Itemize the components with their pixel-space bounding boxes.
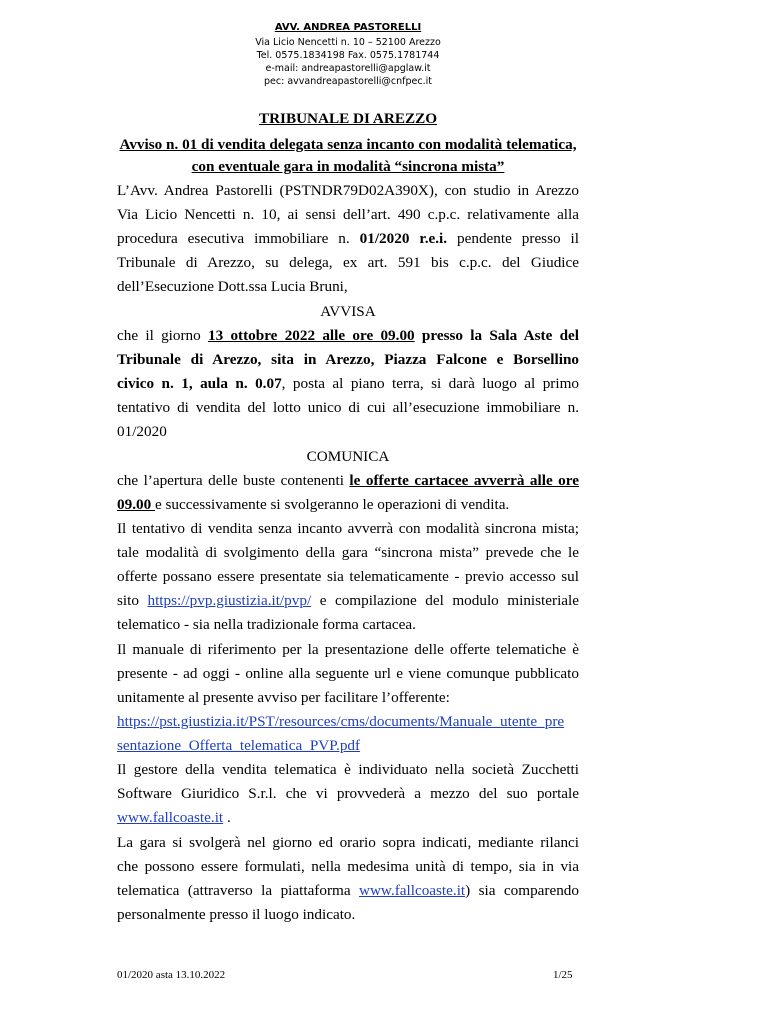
opening-time: le offerte cartacee avverrà alle ore	[349, 472, 579, 489]
letterhead-pec: pec: avvandreapastorelli@cnfpec.it	[264, 76, 432, 87]
intro-line: Tribunale di Arezzo, su delega, ex art. 591 bis c.p.c. del Giudice	[117, 254, 579, 271]
manual-link[interactable]: https://pst.giustizia.it/PST/resources/cms/documents/Manuale_utente_pre	[117, 713, 565, 730]
manual-link[interactable]: sentazione_Offerta_telematica_PVP.pdf	[117, 737, 361, 754]
comunica-line: La gara si svolgerà nel giorno ed orario sopra indicati, mediante rilanci	[117, 834, 579, 851]
avvisa-line: tentativo di vendita del lotto unico di cui all’esecuzione immobiliare n.	[117, 399, 579, 416]
comunica-line	[117, 882, 579, 900]
intro-line: Via Licio Nencetti n. 10, ai sensi dell’art. 490 c.p.c. relativamente alla	[117, 206, 579, 223]
letterhead-address: Via Licio Nencetti n. 10 – 52100 Arezzo	[255, 37, 441, 48]
comunica-line: unitamente al presente avviso per facilitare l’offerente:	[117, 689, 450, 706]
comunica-line	[117, 713, 579, 731]
fallcoaste-link[interactable]: www.fallcoaste.it	[117, 809, 224, 826]
avvisa-text: , posta al piano terra, si darà luogo al primo	[281, 375, 579, 392]
letterhead-email: e-mail: andreapastorelli@apglaw.it	[265, 63, 431, 74]
pvp-link[interactable]: https://pvp.giustizia.it/pvp/	[147, 592, 312, 609]
comunica-line	[117, 472, 579, 490]
intro-line	[117, 230, 579, 248]
procedure-number: 01/2020 r.e.i.	[359, 230, 448, 247]
page-number: 1/25	[553, 969, 573, 981]
document-subtitle-line-1: Avviso n. 01 di vendita delegata senza incanto con modalità telematica,	[119, 136, 577, 153]
comunica-line: che possono essere formulati, nella medesima unità di tempo, sia in via	[117, 858, 579, 875]
comunica-line: Software Giuridico S.r.l. che vi provvederà a mezzo del suo portale	[117, 785, 579, 802]
comunica-line: telematico - sia nella tradizionale forma cartacea.	[117, 616, 416, 633]
avvisa-line	[117, 327, 579, 345]
letterhead-phone-fax: Tel. 0575.1834198 Fax. 0575.1781744	[256, 50, 440, 61]
comunica-text: telematica (attraverso la piattaforma	[117, 882, 359, 899]
comunica-line: presente - ad oggi - online alla seguente url e viene comunque pubblicato	[117, 665, 579, 682]
comunica-heading: COMUNICA	[306, 448, 390, 465]
avvisa-text: presso la Sala Aste del	[414, 327, 579, 344]
comunica-line: tale modalità di svolgimento della gara “sincrona mista” prevede che le	[117, 544, 579, 561]
auction-date: 13 ottobre 2022 alle ore 09.00	[208, 327, 415, 344]
document-title: TRIBUNALE DI AREZZO	[258, 110, 438, 127]
intro-line: dell’Esecuzione Dott.ssa Lucia Bruni,	[117, 278, 348, 295]
avvisa-location: civico n. 1, aula n. 0.07	[117, 375, 282, 392]
comunica-line	[117, 496, 579, 514]
comunica-text: e compilazione del modulo ministeriale	[311, 592, 579, 609]
comunica-line: Il tentativo di vendita senza incanto avverrà con modalità sincrona mista;	[117, 520, 579, 537]
fallcoaste-link[interactable]: www.fallcoaste.it	[359, 882, 466, 899]
comunica-line: personalmente presso il luogo indicato.	[117, 906, 356, 923]
comunica-line	[117, 592, 579, 610]
intro-line: L’Avv. Andrea Pastorelli (PSTNDR79D02A390X), con studio in Arezzo	[117, 182, 579, 199]
comunica-line: offerte possano essere presentate sia telematicamente - previo accesso sul	[117, 568, 579, 585]
comunica-text: .	[223, 809, 231, 826]
intro-text: procedura esecutiva immobiliare n.	[117, 230, 360, 247]
document-subtitle-line-2: con eventuale gara in modalità “sincrona mista”	[191, 158, 505, 175]
comunica-line: Il gestore della vendita telematica è individuato nella società Zucchetti	[117, 761, 579, 778]
intro-text: pendente presso il	[447, 230, 579, 247]
avvisa-line: Tribunale di Arezzo, sita in Arezzo, Piazza Falcone e Borsellino	[117, 351, 579, 368]
letterhead-name: AVV. ANDREA PASTORELLI	[274, 22, 422, 33]
avvisa-text: che il giorno	[117, 327, 208, 344]
comunica-text: sito	[117, 592, 148, 609]
comunica-line	[117, 809, 579, 827]
avvisa-heading: AVVISA	[320, 303, 376, 320]
opening-time: 09.00	[117, 496, 155, 513]
comunica-text: ) sia comparendo	[465, 882, 579, 899]
avvisa-line	[117, 375, 579, 393]
comunica-line	[117, 737, 579, 755]
comunica-text: che l’apertura delle buste contenenti	[117, 472, 350, 489]
avvisa-line: 01/2020	[117, 423, 167, 440]
comunica-text: e successivamente si svolgeranno le operazioni di vendita.	[154, 496, 510, 513]
comunica-line: Il manuale di riferimento per la presentazione delle offerte telematiche è	[117, 641, 579, 658]
footer-reference: 01/2020 asta 13.10.2022	[117, 969, 226, 981]
